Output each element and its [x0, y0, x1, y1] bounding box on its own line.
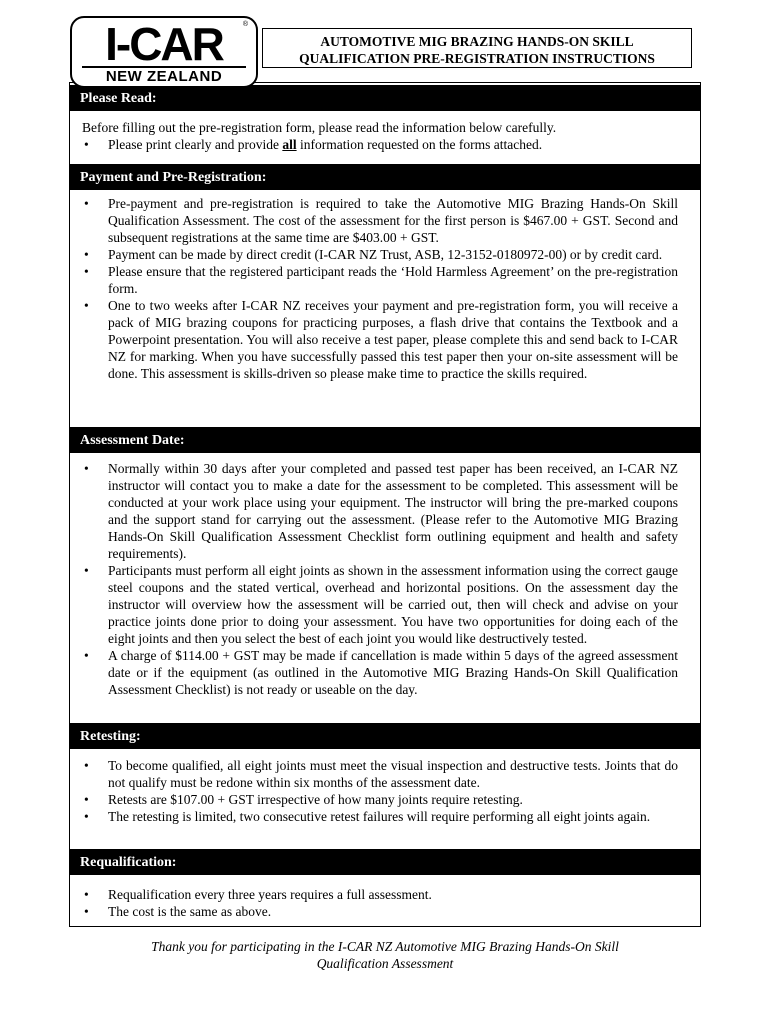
- registered-mark: ®: [242, 21, 248, 28]
- list-item: • Please ensure that the registered participant reads the ‘Hold Harmless Agreement’ on the pre-registration form.: [84, 264, 678, 296]
- section-payment: [82, 195, 678, 382]
- bullet-icon: •: [84, 563, 89, 578]
- list-item: • Pre-payment and pre-registration is required to take the Automotive MIG Brazing Hands-On Skill Qualification Assessment. The cost of the assessment for the first person is $467.00 + GST. Second and subsequent registrations at the same time are $403.00 + GST.: [84, 196, 678, 245]
- bullet-icon: •: [84, 247, 89, 262]
- bullet-icon: •: [84, 137, 89, 152]
- list-item: • Normally within 30 days after your completed and passed test paper has been received, an I-CAR NZ instructor will contact you to make a date for the assessment to be completed. This assessment will be conducted at your work place using your equipment. The instructor will bring the pre-marked coupons and the support stand for carrying out the assessment. (Please refer to the Automotive MIG Brazing Hands-On Skill Qualification Assessment Checklist form outlining equipment and health and safety requirements).: [84, 461, 678, 561]
- title-line-2: QUALIFICATION PRE-REGISTRATION INSTRUCTIONS: [299, 51, 655, 66]
- bullet-icon: •: [84, 809, 89, 824]
- section-requalification: [82, 886, 678, 920]
- title-line-1: AUTOMOTIVE MIG BRAZING HANDS-ON SKILL: [320, 34, 634, 49]
- section-header-retesting: Retesting:: [70, 722, 700, 749]
- bullet-icon: •: [84, 887, 89, 902]
- footer-line-2: Qualification Assessment: [316, 956, 454, 971]
- list-item: • To become qualified, all eight joints must meet the visual inspection and destructive tests. Joints that do not qualify must be redone within six months of the assessment date.: [84, 758, 678, 790]
- bullet-icon: •: [84, 758, 89, 773]
- bullet-icon: •: [84, 648, 89, 663]
- emphasis-all: all: [282, 137, 297, 152]
- bullet-icon: •: [84, 461, 89, 476]
- intro-text: Before filling out the pre-registration form, please read the information below carefully.: [82, 120, 557, 135]
- section-header-requalification: Requalification:: [70, 848, 700, 875]
- section-header-payment: Payment and Pre-Registration:: [70, 163, 700, 190]
- list-item: • Please print clearly and provide all information requested on the forms attached.: [84, 137, 543, 152]
- footer-line-1: Thank you for participating in the I-CAR NZ Automotive MIG Brazing Hands-On Skill: [151, 939, 619, 954]
- list-item: • Payment can be made by direct credit (I-CAR NZ Trust, ASB, 12-3152-0180972-00) or by credit card.: [84, 247, 663, 262]
- bullet-icon: •: [84, 792, 89, 807]
- section-assessment-date: [82, 460, 678, 698]
- thank-you-footer: [70, 938, 700, 972]
- logo-wordmark: I-CAR: [105, 18, 223, 70]
- section-header-please-read: Please Read:: [70, 84, 700, 111]
- section-header-assessment-date: Assessment Date:: [70, 426, 700, 453]
- list-item: • Retests are $107.00 + GST irrespective of how many joints require retesting.: [84, 792, 523, 807]
- section-please-read: [82, 119, 678, 153]
- document-title: [262, 28, 692, 68]
- list-item: • Participants must perform all eight joints as shown in the assessment information using the correct gauge steel coupons and the stated vertical, overhead and horizontal positions. On the assessment day the instructor will overview how the assessment will be carried out, then will check and advise on your practice joints done prior to doing your assessment. You have two opportunities for doing each of the eight joints and then you select the best of each joint you would like destructively tested.: [84, 563, 678, 646]
- icar-logo: [70, 16, 258, 88]
- list-item: • The cost is the same as above.: [84, 904, 272, 919]
- bullet-icon: •: [84, 264, 89, 279]
- list-item: • One to two weeks after I-CAR NZ receives your payment and pre-registration form, you will receive a pack of MIG brazing coupons for practicing purposes, a flash drive that contains the Textbook and a Powerpoint presentation. You will also receive a test paper, please complete this and send back to I-CAR NZ for marking. When you have successfully passed this test paper then your on-site assessment will be done. This assessment is skills-driven so please make time to practice the skills required.: [84, 298, 678, 381]
- bullet-icon: •: [84, 904, 89, 919]
- list-item: • Requalification every three years requires a full assessment.: [84, 887, 432, 902]
- logo-subtitle: NEW ZEALAND: [82, 66, 246, 85]
- list-item: • A charge of $114.00 + GST may be made if cancellation is made within 5 days of the agreed assessment date or if the equipment (as outlined in the Automotive MIG Brazing Hands-On Skill Qualification Assessment Checklist) is not ready or useable on the day.: [84, 648, 678, 697]
- list-item: • The retesting is limited, two consecutive retest failures will require performing all eight joints again.: [84, 809, 651, 824]
- bullet-icon: •: [84, 196, 89, 211]
- bullet-icon: •: [84, 298, 89, 313]
- section-retesting: [82, 757, 678, 825]
